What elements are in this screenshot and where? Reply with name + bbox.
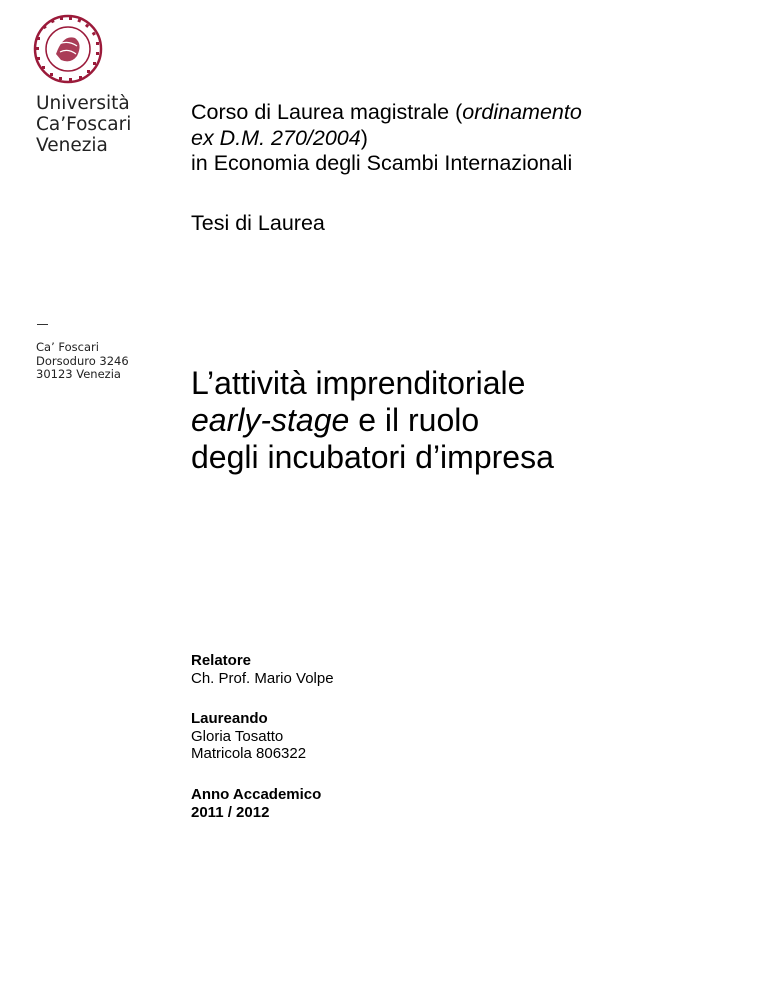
relatore-name: Ch. Prof. Mario Volpe — [191, 669, 334, 687]
course-line-1-italic: ordinamento — [462, 100, 582, 124]
laureando-matricola: Matricola 806322 — [191, 745, 307, 762]
anno-accademico-block — [191, 786, 321, 821]
course-line-1-prefix: Corso di Laurea magistrale ( — [191, 100, 463, 124]
title-line-3: degli incubatori d’impresa — [191, 439, 554, 475]
university-name-line-1: Università — [36, 93, 130, 114]
title-line-2 — [191, 402, 554, 439]
address-line-2: Dorsoduro 3246 — [36, 353, 129, 368]
anno-label: Anno Accademico — [191, 786, 322, 803]
course-line-3: in Economia degli Scambi Internazionali — [191, 151, 573, 175]
course-line-2-suffix: ) — [360, 125, 368, 150]
laureando-label: Laureando — [191, 710, 268, 727]
address-line-1: Ca’ Foscari — [36, 340, 99, 354]
course-line-1 — [191, 100, 582, 126]
course-description — [191, 100, 582, 177]
title-line-1: L’attività imprenditoriale — [191, 365, 526, 401]
relatore-block — [191, 652, 334, 687]
university-name — [36, 93, 131, 156]
university-name-line-2: Ca’Foscari — [36, 114, 132, 135]
laureando-block — [191, 710, 306, 763]
thesis-title — [191, 365, 554, 476]
course-line-2-italic: ex D.M. 270/2004 — [191, 125, 361, 150]
university-name-line-3: Venezia — [36, 135, 108, 156]
title-line-2-suffix: e il ruolo — [349, 402, 480, 438]
university-address — [36, 341, 129, 382]
divider-dash — [37, 324, 48, 325]
relatore-label: Relatore — [191, 652, 252, 669]
title-line-2-italic: early-stage — [191, 402, 350, 438]
laureando-name: Gloria Tosatto — [191, 727, 284, 745]
address-line-3: 30123 Venezia — [36, 367, 121, 381]
course-line-2 — [191, 126, 582, 152]
anno-value: 2011 / 2012 — [191, 803, 270, 821]
thesis-kind: Tesi di Laurea — [191, 211, 325, 235]
university-seal-logo — [33, 14, 103, 84]
